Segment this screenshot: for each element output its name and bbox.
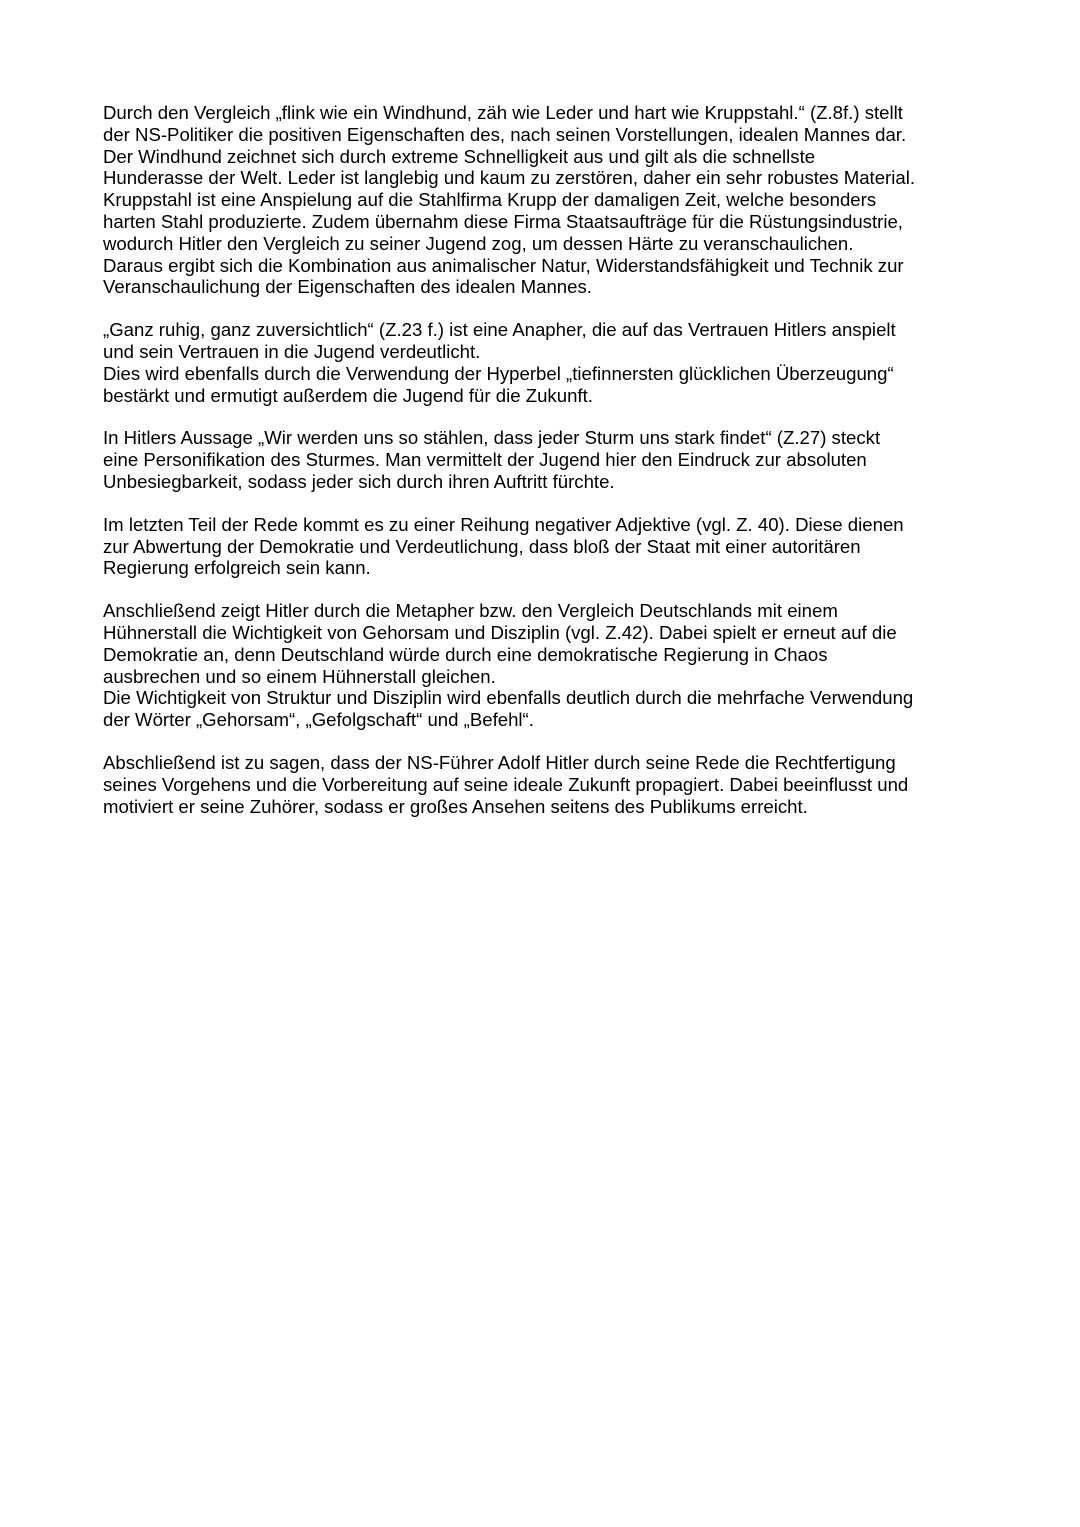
text-line: Demokratie an, denn Deutschland würde durch eine demokratische Regierung in Chaos xyxy=(103,643,828,665)
text-line: seines Vorgehens und die Vorbereitung auf seine ideale Zukunft propagiert. Dabei beeinflusst und xyxy=(103,773,909,795)
document-body xyxy=(103,102,983,838)
text-line: Veranschaulichung der Eigenschaften des idealen Mannes. xyxy=(103,276,592,298)
text-line: In Hitlers Aussage „Wir werden uns so stählen, dass jeder Sturm uns stark findet“ (Z.27) steckt xyxy=(103,427,881,449)
text-line: wodurch Hitler den Vergleich zu seiner Jugend zog, um dessen Härte zu veranschaulichen. xyxy=(103,232,854,254)
text-line: Anschließend zeigt Hitler durch die Metapher bzw. den Vergleich Deutschlands mit einem xyxy=(103,600,838,622)
text-line: Daraus ergibt sich die Kombination aus animalischer Natur, Widerstandsfähigkeit und Technik zur xyxy=(103,254,904,276)
paragraph-anaphora-analysis xyxy=(103,319,983,406)
text-line: Unbesiegbarkeit, sodass jeder sich durch ihren Auftritt fürchte. xyxy=(103,470,615,492)
text-line: Dies wird ebenfalls durch die Verwendung der Hyperbel „tiefinnersten glücklichen Überzeugung“ xyxy=(103,362,894,384)
text-line: und sein Vertrauen in die Jugend verdeutlicht. xyxy=(103,340,481,362)
paragraph-adjective-analysis xyxy=(103,514,983,579)
text-line: „Ganz ruhig, ganz zuversichtlich“ (Z.23 f.) ist eine Anapher, die auf das Vertrauen Hitlers anspielt xyxy=(103,319,896,341)
text-line: Der Windhund zeichnet sich durch extreme Schnelligkeit aus und gilt als die schnellste xyxy=(103,145,816,167)
text-line: Im letzten Teil der Rede kommt es zu einer Reihung negativer Adjektive (vgl. Z. 40). Diese dienen xyxy=(103,513,904,535)
text-line: der Wörter „Gehorsam“, „Gefolgschaft“ und „Befehl“. xyxy=(103,709,534,731)
text-line: bestärkt und ermutigt außerdem die Jugend für die Zukunft. xyxy=(103,384,593,406)
text-line: Abschließend ist zu sagen, dass der NS-Führer Adolf Hitler durch seine Rede die Rechtfertigung xyxy=(103,751,896,773)
text-line: harten Stahl produzierte. Zudem übernahm diese Firma Staatsaufträge für die Rüstungsindustrie, xyxy=(103,210,903,232)
text-line: Durch den Vergleich „flink wie ein Windhund, zäh wie Leder und hart wie Kruppstahl.“ (Z.8f.) stellt xyxy=(103,102,903,123)
paragraph-simile-analysis xyxy=(103,102,983,298)
paragraph-conclusion xyxy=(103,752,983,817)
text-line: zur Abwertung der Demokratie und Verdeutlichung, dass bloß der Staat mit einer autoritären xyxy=(103,535,861,557)
text-line: Kruppstahl ist eine Anspielung auf die Stahlfirma Krupp der damaligen Zeit, welche besonders xyxy=(103,189,877,211)
text-line: ausbrechen und so einem Hühnerstall gleichen. xyxy=(103,665,496,687)
text-line: Regierung erfolgreich sein kann. xyxy=(103,557,371,579)
text-line: Hühnerstall die Wichtigkeit von Gehorsam und Disziplin (vgl. Z.42). Dabei spielt er erneut auf die xyxy=(103,621,897,643)
text-line: Die Wichtigkeit von Struktur und Disziplin wird ebenfalls deutlich durch die mehrfache Verwendung xyxy=(103,687,914,709)
paragraph-personification-analysis xyxy=(103,427,983,492)
text-line: der NS-Politiker die positiven Eigenschaften des, nach seinen Vorstellungen, idealen Mannes dar. xyxy=(103,123,907,145)
text-line: eine Personifikation des Sturmes. Man vermittelt der Jugend hier den Eindruck zur absoluten xyxy=(103,449,867,471)
text-line: motiviert er seine Zuhörer, sodass er großes Ansehen seitens des Publikums erreicht. xyxy=(103,795,808,817)
text-line: Hunderasse der Welt. Leder ist langlebig und kaum zu zerstören, daher ein sehr robustes Material. xyxy=(103,167,916,189)
paragraph-metaphor-analysis xyxy=(103,600,983,731)
